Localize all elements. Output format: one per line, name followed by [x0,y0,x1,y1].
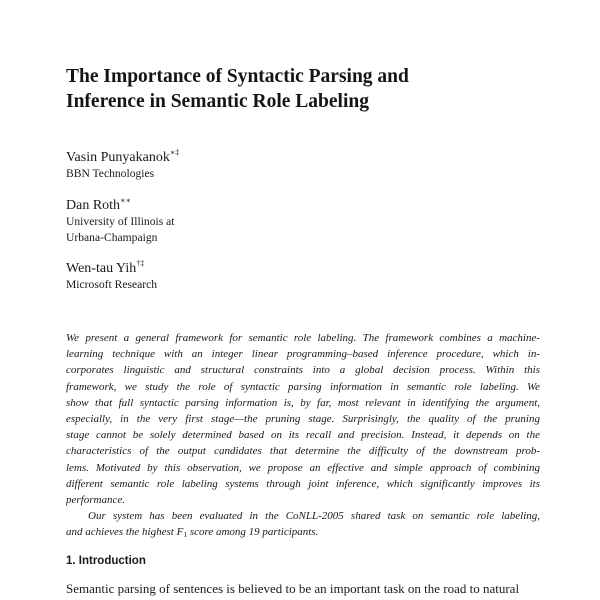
abstract [66,330,540,541]
author-affiliation: BBN Technologies [66,167,155,180]
abstract-line: especially, in the very first stage—the pruning stage. Surprisingly, the quality of the pruning [66,413,540,426]
body-text [66,580,540,597]
author-affiliation: Microsoft Research [66,278,158,291]
body-line: Semantic parsing of sentences is believed to be an important task on the road to natural [66,581,520,596]
paper-title [66,64,536,114]
author-footnote-marks: ∗∗ [120,196,131,205]
title-line: Inference in Semantic Role Labeling [66,91,369,112]
section-heading: 1. Introduction [66,555,146,567]
abstract-line: lems. Motivated by this observation, we propose an effective and simple approach of combining [66,461,540,474]
f1-subscript: 1 [183,530,188,540]
abstract-line: performance. [66,494,125,507]
title-line: The Importance of Syntactic Parsing and [66,66,409,87]
abstract-line: Our system has been evaluated in the CoNLL-2005 shared task on semantic role labeling, [88,510,540,523]
abstract-line: show that full syntactic parsing information is, by far, most relevant in identifying the argument, [66,396,540,409]
abstract-line: characteristics of the output candidates that determine the difficulty of the downstream prob- [66,445,540,458]
author-footnote-marks: †‡ [136,259,145,268]
abstract-line: learning technique with an integer linear programming–based inference procedure, which in- [66,348,540,361]
author-name: Dan Roth∗∗ [66,196,131,213]
author-footnote-marks: ∗‡ [169,148,180,157]
author-affiliation: University of Illinois at Urbana-Champaign [66,215,175,244]
abstract-line: corporates linguistic and structural constraints into a global decision process. Within this [66,364,540,377]
author-name: Wen-tau Yih†‡ [66,259,145,276]
abstract-line: different semantic role labeling systems through joint inference, which significantly improves its [66,477,540,490]
abstract-line: framework, we study the role of syntactic parsing information in semantic role labeling. We [66,380,540,393]
author-name: Vasin Punyakanok∗‡ [66,148,180,165]
abstract-line: We present a general framework for semantic role labeling. The framework combines a machine- [66,332,540,344]
abstract-line: stage cannot be solely determined based on its recall and precision. Instead, it depends on the [66,429,540,442]
abstract-line: and achieves the highest $F_1$ score among 19 participants. [66,526,319,540]
